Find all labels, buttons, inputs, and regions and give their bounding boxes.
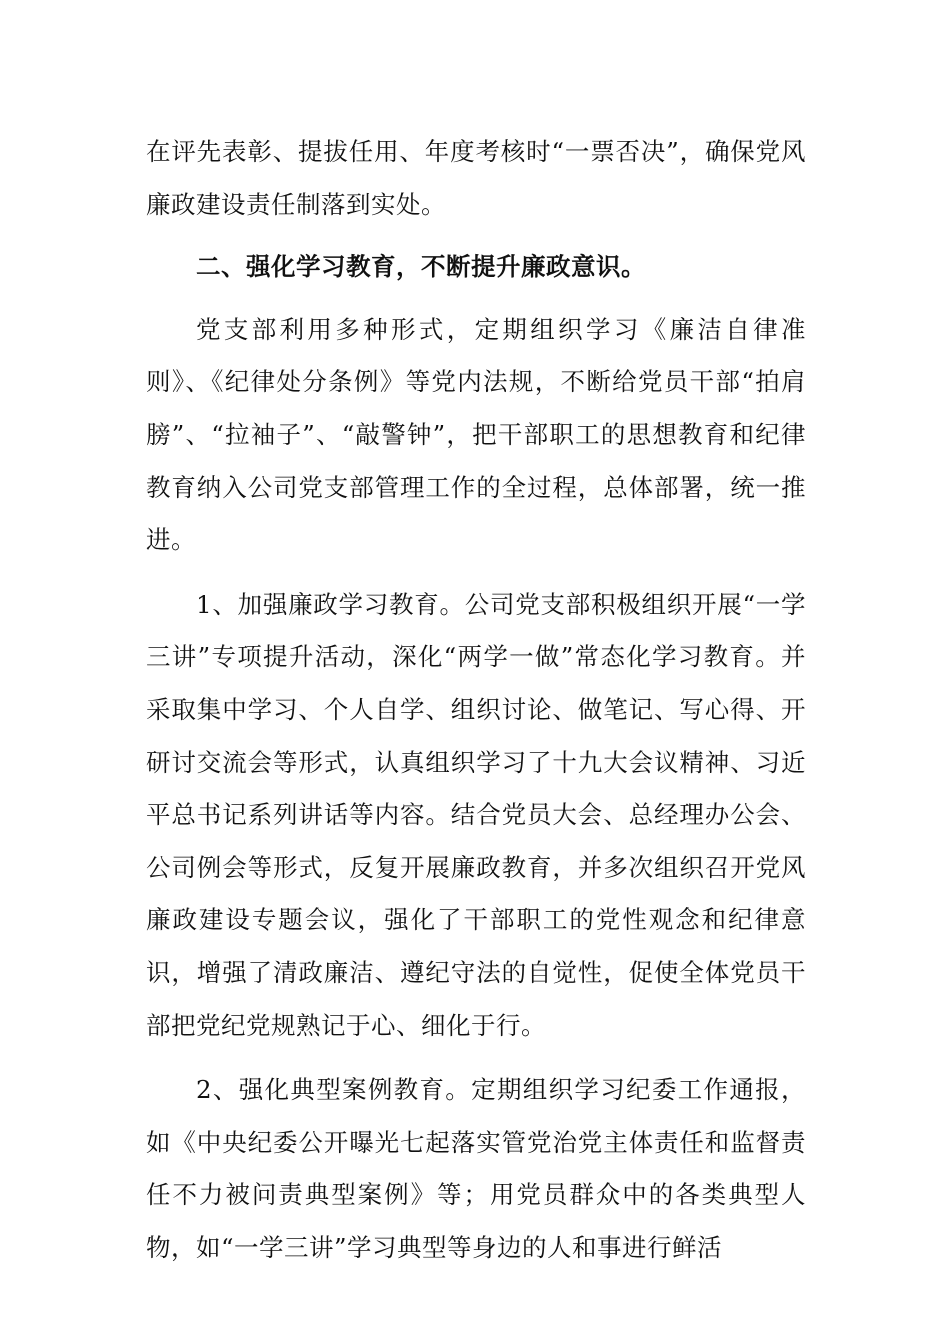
document-body (146, 126, 806, 1274)
paragraph-study-forms: 党支部利用多种形式，定期组织学习《廉洁自律准则》、《纪律处分条例》等党内法规，不断给党员干部“拍肩膀”、“拉袖子”、“敲警钟”，把干部职工的思想教育和纪律教育纳入公司党支部管理工作的全过程，总体部署，统一推进。 (146, 314, 806, 555)
paragraph-item-2: 2、强化典型案例教育。定期组织学习纪委工作通报，如《中央纪委公开曝光七起落实管党治党主体责任和监督责任不力被问责典型案例》等；用党员群众中的各类典型人物，如“一学三讲”学习典型等身边的人和事进行鲜活 (146, 1075, 806, 1262)
section-heading-2: 二、强化学习教育，不断提升廉政意识。 (196, 252, 646, 282)
paragraph-item-1: 1、加强廉政学习教育。公司党支部积极组织开展“一学三讲”专项提升活动，深化“两学一做”常态化学习教育。并采取集中学习、个人自学、组织讨论、做笔记、写心得、开研讨交流会等形式，认真组织学习了十九大会议精神、习近平总书记系列讲话等内容。结合党员大会、总经理办公会、公司例会等形式，反复开展廉政教育，并多次组织召开党风廉政建设专题会议，强化了干部职工的党性观念和纪律意识，增强了清政廉洁、遵纪守法的自觉性，促使全体党员干部把党纪党规熟记于心、细化于行。 (146, 589, 806, 1040)
paragraph-responsibility: 在评先表彰、提拔任用、年度考核时“一票否决”，确保党风廉政建设责任制落到实处。 (146, 137, 806, 219)
